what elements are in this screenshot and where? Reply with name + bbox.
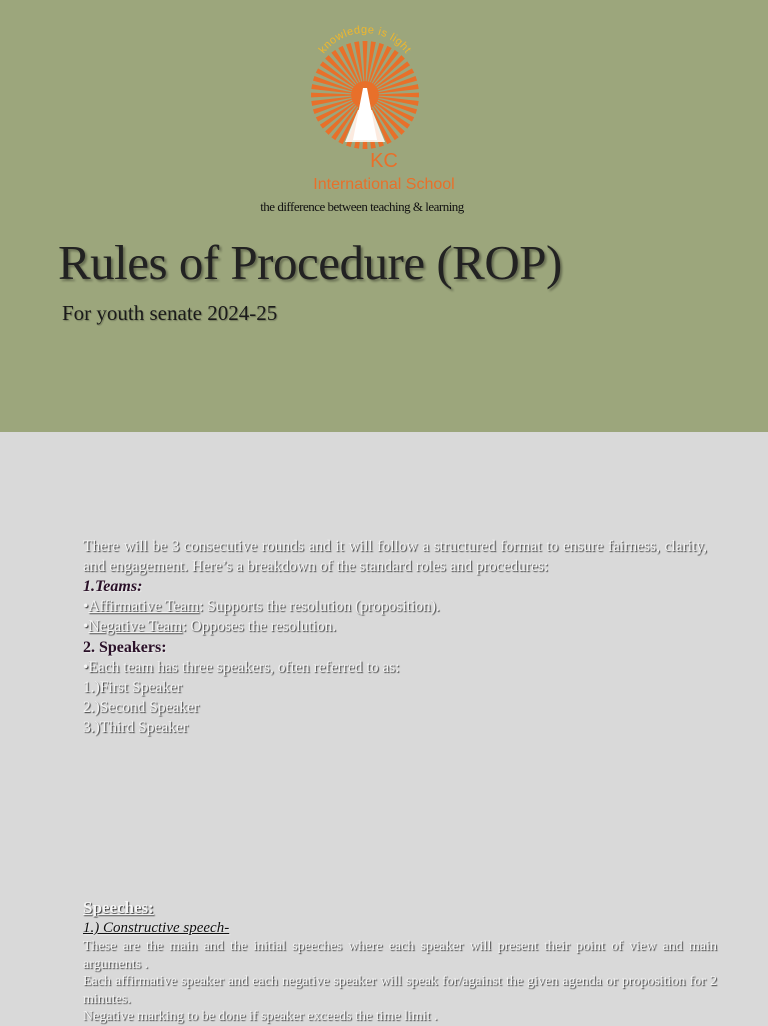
bullet: • — [83, 598, 89, 615]
speech-paragraph-2: Each affirmative speaker and each negative speaker will speak for/against the given agenda or proposition for 2 minutes. — [83, 974, 717, 1007]
bullet: • — [83, 618, 89, 635]
page-subtitle: For youth senate 2024-25 — [62, 301, 278, 325]
negative-line — [83, 617, 707, 637]
logo-ray — [379, 93, 419, 98]
affirmative-team-label: Affirmative Team — [88, 598, 200, 615]
speeches-heading: Speeches: — [83, 898, 154, 917]
affirmative-team-text: : Supports the resolution (proposition). — [199, 598, 440, 615]
logo-ray — [363, 41, 368, 81]
constructive-speech-heading: 1.) Constructive speech- — [83, 920, 230, 936]
speech-paragraph-1: These are the main and the initial speeches where each speaker will present their point of view and main arguments . — [83, 939, 717, 972]
teams-heading: 1.Teams: — [83, 578, 143, 595]
logo-ray — [311, 93, 351, 98]
speech-paragraph-3: Negative marking to be done if speaker exceeds the time limit . — [83, 1009, 438, 1024]
speakers-intro: •Each team has three speakers, often referred to as: — [83, 659, 400, 676]
list-item: 1.)First Speaker — [83, 679, 183, 696]
cover-header — [0, 0, 768, 432]
school-tagline: the difference between teaching & learning — [260, 199, 464, 214]
school-logo-icon — [300, 20, 430, 150]
logo-kc-text: KC — [370, 150, 398, 172]
school-name: International School — [313, 176, 455, 193]
intro-section — [83, 537, 707, 738]
speeches-section — [83, 897, 717, 1026]
page-title: Rules of Procedure (ROP) — [58, 235, 562, 290]
affirmative-line — [83, 597, 707, 617]
list-item: 3.)Third Speaker — [83, 719, 189, 736]
negative-team-text: : Opposes the resolution. — [182, 618, 337, 635]
speakers-heading: 2. Speakers: — [83, 639, 167, 656]
list-item: 2.)Second Speaker — [83, 699, 200, 716]
negative-team-label: Negative Team — [88, 618, 183, 635]
intro-paragraph: There will be 3 consecutive rounds and it will follow a structured format to ensure fairness, clarity, and engagement. Here’s a breakdown of the standard roles and procedures: — [83, 538, 707, 575]
svg-text:knowledge is light: knowledge is light — [316, 23, 414, 56]
